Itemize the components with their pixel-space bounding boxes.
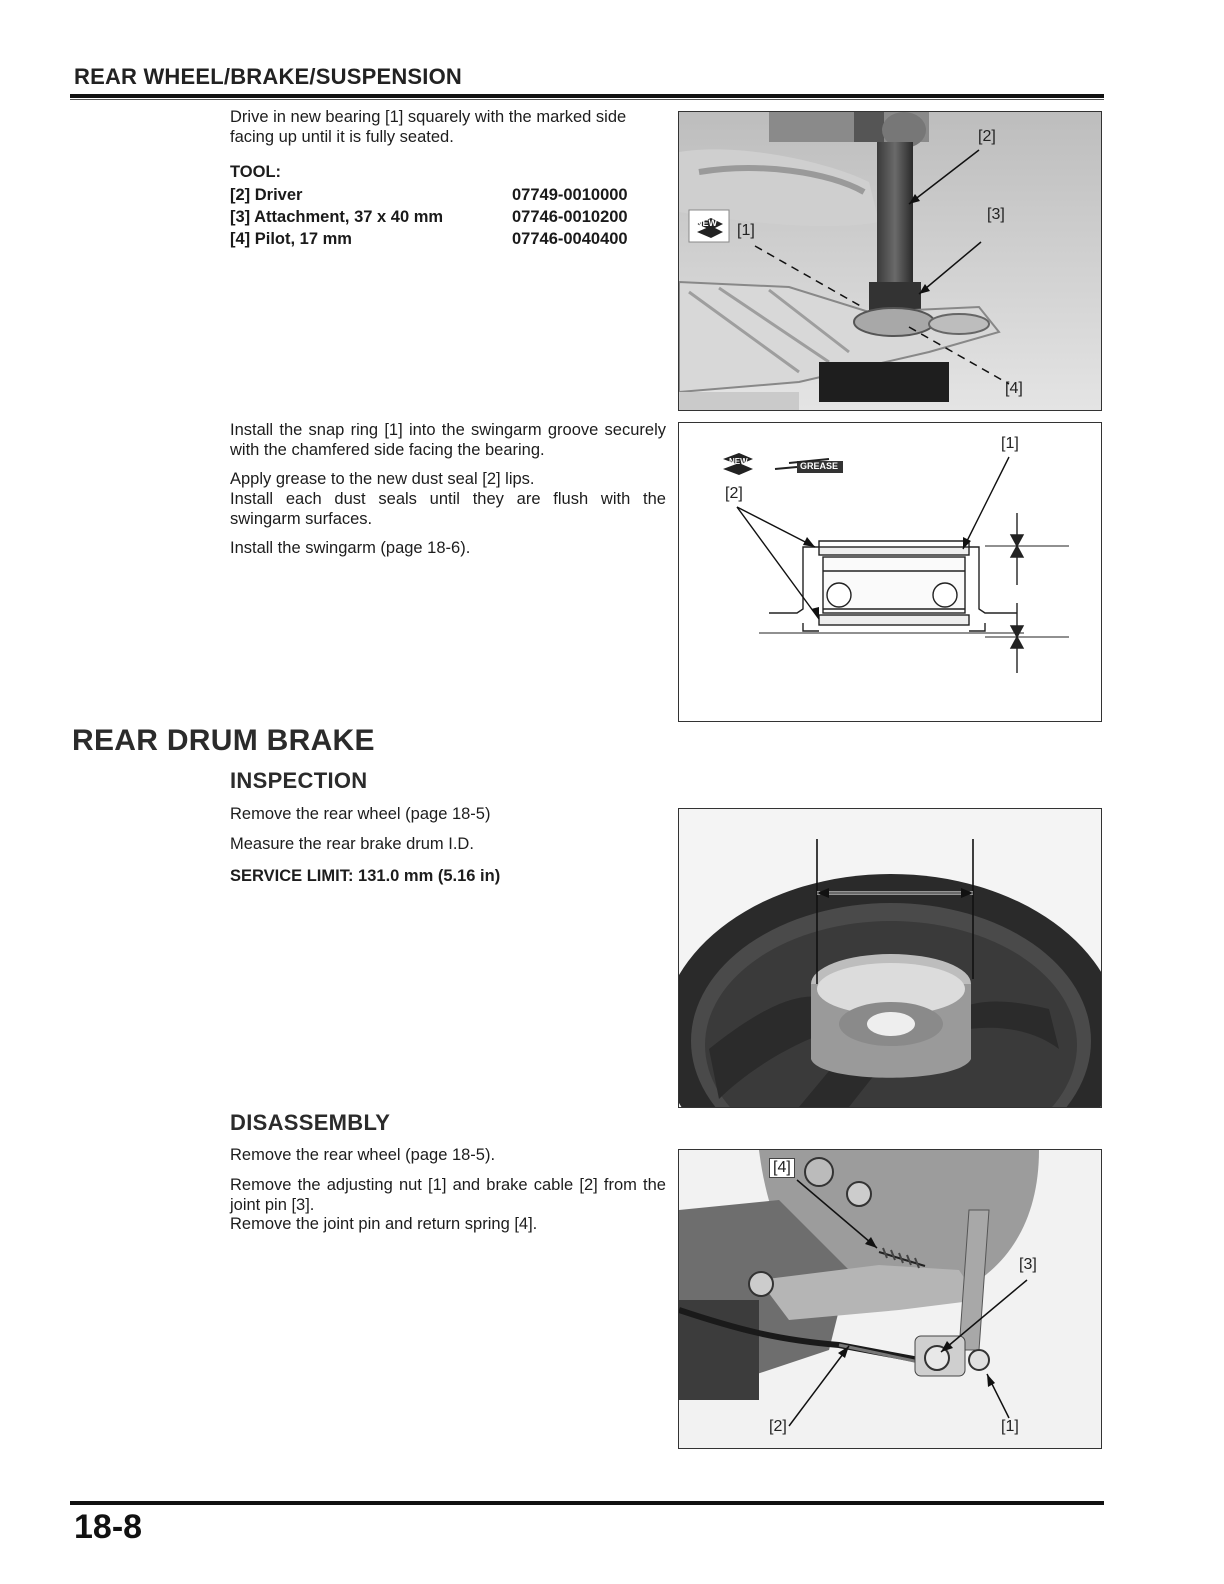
inspection-step-2: Measure the rear brake drum I.D.	[230, 835, 474, 853]
tool-list	[230, 184, 650, 250]
footer-rule	[70, 1501, 1104, 1505]
brake-cable-callout: [2]	[769, 1418, 787, 1435]
disassembly-step-3: Remove the joint pin and return spring [4].	[230, 1215, 538, 1233]
tool-name: [2] Driver	[230, 186, 303, 204]
brake-arm-illustration	[679, 1150, 1101, 1448]
grease-text: Apply grease to the new dust seal [2] lips.	[230, 470, 535, 488]
tool-name: [3] Attachment, 37 x 40 mm	[230, 208, 444, 226]
service-limit: SERVICE LIMIT: 131.0 mm (5.16 in)	[230, 867, 501, 885]
tool-part-number: 07749-0010000	[512, 186, 628, 204]
dust-seal-text: Install each dust seals until they are flush with the swingarm surfaces.	[230, 490, 666, 528]
tool-heading: TOOL:	[230, 163, 282, 181]
bearing-callout: [1]	[737, 222, 755, 239]
install-swingarm-text: Install the swingarm (page 18-6).	[230, 539, 471, 557]
tool-part-number: 07746-0010200	[512, 208, 628, 226]
driver-callout: [2]	[978, 128, 996, 145]
attachment-callout: [3]	[987, 206, 1005, 223]
page-header-title: REAR WHEEL/BRAKE/SUSPENSION	[74, 64, 462, 89]
inspection-step-1: Remove the rear wheel (page 18-5)	[230, 805, 491, 823]
dust-seal-callout: [2]	[725, 485, 743, 502]
adjusting-nut-callout: [1]	[1001, 1418, 1019, 1435]
inspection-heading: INSPECTION	[230, 768, 368, 793]
brake-disassembly-figure	[678, 1149, 1102, 1449]
pilot-callout: [4]	[1005, 380, 1023, 397]
tool-part-number: 07746-0040400	[512, 230, 628, 248]
new-part-icon: NEW	[729, 457, 748, 466]
bearing-driver-illustration	[679, 112, 1101, 410]
brake-drum-illustration	[679, 809, 1101, 1107]
new-part-icon: NEW	[696, 218, 717, 228]
header-rule	[70, 94, 1104, 98]
grease-icon: GREASE	[800, 461, 839, 471]
bearing-section-diagram	[679, 423, 1101, 721]
page-number: 18-8	[74, 1508, 143, 1546]
disassembly-heading: DISASSEMBLY	[230, 1110, 391, 1135]
tool-name: [4] Pilot, 17 mm	[230, 230, 352, 248]
snap-ring-text: Install the snap ring [1] into the swingarm groove securely with the chamfered side facing the bearing.	[230, 421, 666, 459]
bearing-driver-figure	[678, 111, 1102, 411]
brake-drum-figure	[678, 808, 1102, 1108]
tool-row	[230, 184, 650, 206]
return-spring-callout: [4]	[769, 1158, 795, 1178]
bearing-install-text: Drive in new bearing [1] squarely with the marked side facing up until it is fully seated.	[230, 108, 627, 146]
joint-pin-callout: [3]	[1019, 1256, 1037, 1273]
section-title-rear-drum-brake: REAR DRUM BRAKE	[72, 724, 375, 757]
disassembly-step-1: Remove the rear wheel (page 18-5).	[230, 1146, 496, 1164]
header-rule-thin	[70, 99, 1104, 100]
snap-ring-callout: [1]	[1001, 435, 1019, 452]
bearing-section-figure	[678, 422, 1102, 722]
tool-row	[230, 228, 650, 250]
tool-row	[230, 206, 650, 228]
disassembly-step-2: Remove the adjusting nut [1] and brake cable [2] from the joint pin [3].	[230, 1176, 666, 1214]
